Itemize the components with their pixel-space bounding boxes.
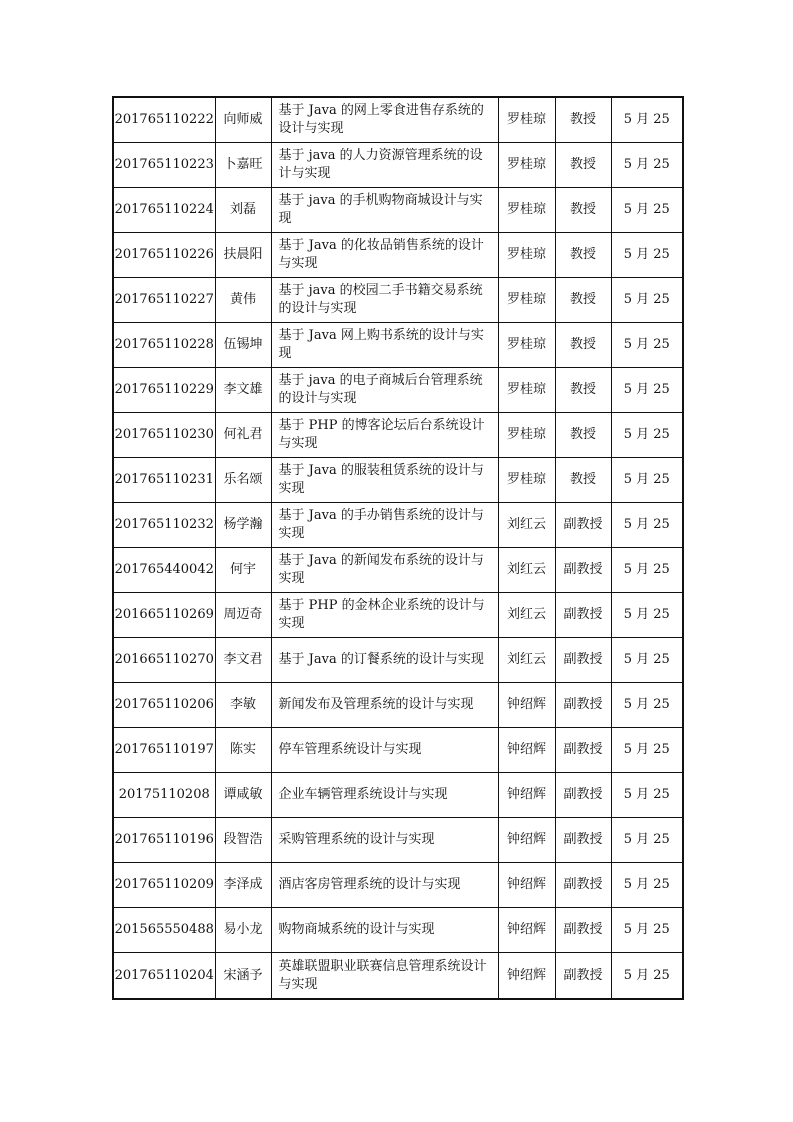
advisor-name-cell: 刘红云 [498, 503, 555, 548]
student-name-cell: 向师威 [215, 97, 271, 143]
advisor-name-cell: 罗桂琼 [498, 413, 555, 458]
advisor-name-cell: 钟绍辉 [498, 728, 555, 773]
date-cell: 5 月 25 [611, 188, 683, 233]
student-name-cell: 伍锡坤 [215, 323, 271, 368]
date-cell: 5 月 25 [611, 503, 683, 548]
thesis-title-cell: 基于 Java 的化妆品销售系统的设计与实现 [271, 233, 498, 278]
student-name-cell: 乐名颂 [215, 458, 271, 503]
thesis-title-cell: 基于 PHP 的博客论坛后台系统设计与实现 [271, 413, 498, 458]
date-cell: 5 月 25 [611, 97, 683, 143]
thesis-title-cell: 基于 java 的人力资源管理系统的设计与实现 [271, 143, 498, 188]
advisor-rank-cell: 副教授 [555, 683, 611, 728]
table-row [113, 233, 683, 278]
advisor-rank-cell: 副教授 [555, 548, 611, 593]
table-row [113, 323, 683, 368]
student-id-cell: 201765110209 [113, 863, 215, 908]
date-cell: 5 月 25 [611, 143, 683, 188]
thesis-title-cell: 基于 Java 网上购书系统的设计与实现 [271, 323, 498, 368]
thesis-title-cell: 基于 java 的电子商城后台管理系统的设计与实现 [271, 368, 498, 413]
student-id-cell: 201765110196 [113, 818, 215, 863]
advisor-name-cell: 罗桂琼 [498, 143, 555, 188]
date-cell: 5 月 25 [611, 908, 683, 953]
student-name-cell: 李文君 [215, 638, 271, 683]
table-row [113, 143, 683, 188]
date-cell: 5 月 25 [611, 458, 683, 503]
table-row [113, 278, 683, 323]
student-id-cell: 201765110227 [113, 278, 215, 323]
advisor-rank-cell: 教授 [555, 323, 611, 368]
date-cell: 5 月 25 [611, 548, 683, 593]
table-row [113, 638, 683, 683]
table-row [113, 728, 683, 773]
thesis-title-cell: 基于 Java 的手办销售系统的设计与实现 [271, 503, 498, 548]
thesis-title-cell: 企业车辆管理系统设计与实现 [271, 773, 498, 818]
advisor-rank-cell: 副教授 [555, 503, 611, 548]
advisor-rank-cell: 副教授 [555, 638, 611, 683]
table-row [113, 593, 683, 638]
student-name-cell: 杨学瀚 [215, 503, 271, 548]
thesis-title-cell: 购物商城系统的设计与实现 [271, 908, 498, 953]
thesis-title-cell: 基于 java 的手机购物商城设计与实现 [271, 188, 498, 233]
advisor-rank-cell: 教授 [555, 278, 611, 323]
advisor-name-cell: 罗桂琼 [498, 278, 555, 323]
student-id-cell: 201765110204 [113, 953, 215, 1000]
advisor-name-cell: 刘红云 [498, 548, 555, 593]
student-id-cell: 201765110224 [113, 188, 215, 233]
advisor-rank-cell: 副教授 [555, 953, 611, 1000]
thesis-title-cell: 基于 Java 的服装租赁系统的设计与实现 [271, 458, 498, 503]
date-cell: 5 月 25 [611, 818, 683, 863]
student-id-cell: 20175110208 [113, 773, 215, 818]
date-cell: 5 月 25 [611, 413, 683, 458]
thesis-title-cell: 新闻发布及管理系统的设计与实现 [271, 683, 498, 728]
thesis-title-cell: 基于 Java 的订餐系统的设计与实现 [271, 638, 498, 683]
table-row [113, 818, 683, 863]
table-row [113, 368, 683, 413]
advisor-name-cell: 钟绍辉 [498, 773, 555, 818]
student-id-cell: 201665110270 [113, 638, 215, 683]
advisor-rank-cell: 教授 [555, 143, 611, 188]
date-cell: 5 月 25 [611, 863, 683, 908]
advisor-name-cell: 刘红云 [498, 638, 555, 683]
student-id-cell: 201765110230 [113, 413, 215, 458]
advisor-name-cell: 钟绍辉 [498, 863, 555, 908]
advisor-name-cell: 刘红云 [498, 593, 555, 638]
date-cell: 5 月 25 [611, 233, 683, 278]
student-id-cell: 201765110229 [113, 368, 215, 413]
student-id-cell: 201665110269 [113, 593, 215, 638]
advisor-name-cell: 钟绍辉 [498, 683, 555, 728]
student-name-cell: 卜嘉旺 [215, 143, 271, 188]
table-row [113, 548, 683, 593]
advisor-rank-cell: 教授 [555, 233, 611, 278]
student-name-cell: 李敏 [215, 683, 271, 728]
advisor-name-cell: 罗桂琼 [498, 188, 555, 233]
advisor-name-cell: 罗桂琼 [498, 97, 555, 143]
table-row [113, 97, 683, 143]
date-cell: 5 月 25 [611, 638, 683, 683]
thesis-title-cell: 基于 PHP 的金林企业系统的设计与实现 [271, 593, 498, 638]
student-name-cell: 谭咸敏 [215, 773, 271, 818]
student-name-cell: 李文雄 [215, 368, 271, 413]
date-cell: 5 月 25 [611, 368, 683, 413]
table-row [113, 458, 683, 503]
student-name-cell: 周迈奇 [215, 593, 271, 638]
student-id-cell: 201765110223 [113, 143, 215, 188]
table-row [113, 503, 683, 548]
advisor-rank-cell: 副教授 [555, 863, 611, 908]
thesis-title-cell: 基于 java 的校园二手书籍交易系统的设计与实现 [271, 278, 498, 323]
student-id-cell: 201765440042 [113, 548, 215, 593]
thesis-title-cell: 停车管理系统设计与实现 [271, 728, 498, 773]
advisor-rank-cell: 教授 [555, 368, 611, 413]
student-id-cell: 201765110222 [113, 97, 215, 143]
student-id-cell: 201765110197 [113, 728, 215, 773]
advisor-rank-cell: 教授 [555, 97, 611, 143]
student-name-cell: 刘磊 [215, 188, 271, 233]
table-row [113, 863, 683, 908]
advisor-name-cell: 钟绍辉 [498, 953, 555, 1000]
thesis-title-cell: 基于 Java 的网上零食进售存系统的设计与实现 [271, 97, 498, 143]
advisor-name-cell: 罗桂琼 [498, 323, 555, 368]
advisor-rank-cell: 教授 [555, 458, 611, 503]
student-name-cell: 何礼君 [215, 413, 271, 458]
student-name-cell: 扶晨阳 [215, 233, 271, 278]
date-cell: 5 月 25 [611, 728, 683, 773]
date-cell: 5 月 25 [611, 323, 683, 368]
advisor-rank-cell: 副教授 [555, 728, 611, 773]
student-name-cell: 段智浩 [215, 818, 271, 863]
student-id-cell: 201765110226 [113, 233, 215, 278]
advisor-name-cell: 钟绍辉 [498, 908, 555, 953]
date-cell: 5 月 25 [611, 953, 683, 1000]
thesis-defense-table [112, 96, 684, 1000]
advisor-name-cell: 罗桂琼 [498, 233, 555, 278]
student-name-cell: 黄伟 [215, 278, 271, 323]
table-row [113, 908, 683, 953]
student-id-cell: 201765110206 [113, 683, 215, 728]
thesis-title-cell: 采购管理系统的设计与实现 [271, 818, 498, 863]
thesis-title-cell: 酒店客房管理系统的设计与实现 [271, 863, 498, 908]
advisor-rank-cell: 教授 [555, 188, 611, 233]
thesis-title-cell: 英雄联盟职业联赛信息管理系统设计与实现 [271, 953, 498, 1000]
student-id-cell: 201565550488 [113, 908, 215, 953]
date-cell: 5 月 25 [611, 593, 683, 638]
student-id-cell: 201765110231 [113, 458, 215, 503]
advisor-rank-cell: 副教授 [555, 908, 611, 953]
student-name-cell: 易小龙 [215, 908, 271, 953]
advisor-rank-cell: 副教授 [555, 818, 611, 863]
student-name-cell: 宋涵予 [215, 953, 271, 1000]
table-row [113, 683, 683, 728]
student-name-cell: 李泽成 [215, 863, 271, 908]
table-row [113, 953, 683, 1000]
student-id-cell: 201765110228 [113, 323, 215, 368]
date-cell: 5 月 25 [611, 683, 683, 728]
advisor-rank-cell: 副教授 [555, 773, 611, 818]
student-id-cell: 201765110232 [113, 503, 215, 548]
advisor-name-cell: 罗桂琼 [498, 368, 555, 413]
advisor-rank-cell: 教授 [555, 413, 611, 458]
date-cell: 5 月 25 [611, 773, 683, 818]
date-cell: 5 月 25 [611, 278, 683, 323]
advisor-rank-cell: 副教授 [555, 593, 611, 638]
advisor-name-cell: 钟绍辉 [498, 818, 555, 863]
table-row [113, 188, 683, 233]
advisor-name-cell: 罗桂琼 [498, 458, 555, 503]
table-row [113, 413, 683, 458]
table-row [113, 773, 683, 818]
student-name-cell: 何宇 [215, 548, 271, 593]
student-name-cell: 陈实 [215, 728, 271, 773]
thesis-title-cell: 基于 Java 的新闻发布系统的设计与实现 [271, 548, 498, 593]
